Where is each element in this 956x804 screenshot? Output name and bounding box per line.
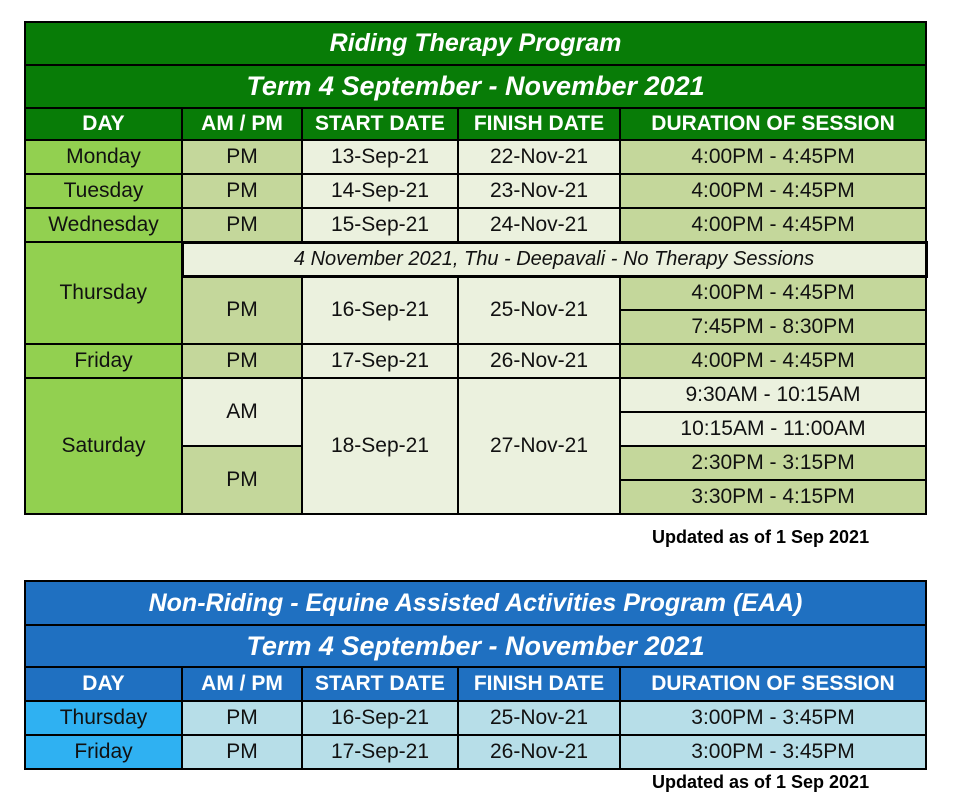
row-saturday (25, 378, 926, 412)
ampm-cell: PM (182, 735, 302, 769)
start-date-cell: 16-Sep-21 (302, 276, 458, 344)
duration-cell: 3:00PM - 3:45PM (620, 735, 926, 769)
finish-date-cell: 24-Nov-21 (458, 208, 620, 242)
start-date-cell: 17-Sep-21 (302, 344, 458, 378)
duration-cell: 7:45PM - 8:30PM (620, 310, 926, 344)
day-cell: Saturday (25, 378, 182, 514)
finish-date-cell: 25-Nov-21 (458, 701, 620, 735)
riding-program-title: Riding Therapy Program (25, 22, 926, 65)
finish-date-cell: 23-Nov-21 (458, 174, 620, 208)
duration-cell: 4:00PM - 4:45PM (620, 174, 926, 208)
duration-cell: 3:00PM - 3:45PM (620, 701, 926, 735)
start-date-cell: 13-Sep-21 (302, 140, 458, 174)
finish-date-cell: 22-Nov-21 (458, 140, 620, 174)
ampm-cell: PM (182, 344, 302, 378)
header-ampm: AM / PM (182, 667, 302, 701)
day-cell: Wednesday (25, 208, 182, 242)
header-day: DAY (25, 108, 182, 140)
row-friday (25, 344, 926, 378)
duration-cell: 10:15AM - 11:00AM (620, 412, 926, 446)
riding-updated-note: Updated as of 1 Sep 2021 (652, 527, 870, 547)
duration-cell: 4:00PM - 4:45PM (620, 344, 926, 378)
row-tuesday (25, 174, 926, 208)
finish-date-cell: 27-Nov-21 (458, 378, 620, 514)
duration-cell: 9:30AM - 10:15AM (620, 378, 926, 412)
day-cell: Thursday (25, 242, 182, 344)
duration-cell: 4:00PM - 4:45PM (620, 276, 926, 310)
day-cell: Friday (25, 735, 182, 769)
duration-cell: 2:30PM - 3:15PM (620, 446, 926, 480)
day-cell: Monday (25, 140, 182, 174)
header-duration: DURATION OF SESSION (620, 108, 926, 140)
row-thursday (25, 242, 926, 276)
header-duration: DURATION OF SESSION (620, 667, 926, 701)
header-start-date: START DATE (302, 108, 458, 140)
non-riding-table (24, 580, 927, 770)
start-date-cell: 17-Sep-21 (302, 735, 458, 769)
header-finish-date: FINISH DATE (458, 108, 620, 140)
riding-term-title: Term 4 September - November 2021 (25, 65, 926, 108)
duration-cell: 4:00PM - 4:45PM (620, 140, 926, 174)
start-date-cell: 16-Sep-21 (302, 701, 458, 735)
ampm-cell: PM (182, 174, 302, 208)
ampm-cell: AM (182, 378, 302, 446)
ampm-cell: PM (182, 276, 302, 344)
row-wednesday (25, 208, 926, 242)
header-finish-date: FINISH DATE (458, 667, 620, 701)
duration-cell: 3:30PM - 4:15PM (620, 480, 926, 514)
duration-cell: 4:00PM - 4:45PM (620, 208, 926, 242)
ampm-cell: PM (182, 701, 302, 735)
row-thursday (25, 701, 926, 735)
header-ampm: AM / PM (182, 108, 302, 140)
day-cell: Friday (25, 344, 182, 378)
finish-date-cell: 26-Nov-21 (458, 735, 620, 769)
nonriding-program-title: Non-Riding - Equine Assisted Activities Program (EAA) (25, 581, 926, 625)
day-cell: Tuesday (25, 174, 182, 208)
riding-therapy-table (24, 21, 928, 515)
nonriding-term-title: Term 4 September - November 2021 (25, 625, 926, 667)
start-date-cell: 18-Sep-21 (302, 378, 458, 514)
header-start-date: START DATE (302, 667, 458, 701)
start-date-cell: 15-Sep-21 (302, 208, 458, 242)
row-friday (25, 735, 926, 769)
nonriding-updated-note: Updated as of 1 Sep 2021 (652, 772, 870, 792)
finish-date-cell: 26-Nov-21 (458, 344, 620, 378)
ampm-cell: PM (182, 208, 302, 242)
header-day: DAY (25, 667, 182, 701)
start-date-cell: 14-Sep-21 (302, 174, 458, 208)
day-cell: Thursday (25, 701, 182, 735)
row-monday (25, 140, 926, 174)
ampm-cell: PM (182, 140, 302, 174)
finish-date-cell: 25-Nov-21 (458, 276, 620, 344)
holiday-note: 4 November 2021, Thu - Deepavali - No Therapy Sessions (182, 242, 926, 276)
ampm-cell: PM (182, 446, 302, 514)
